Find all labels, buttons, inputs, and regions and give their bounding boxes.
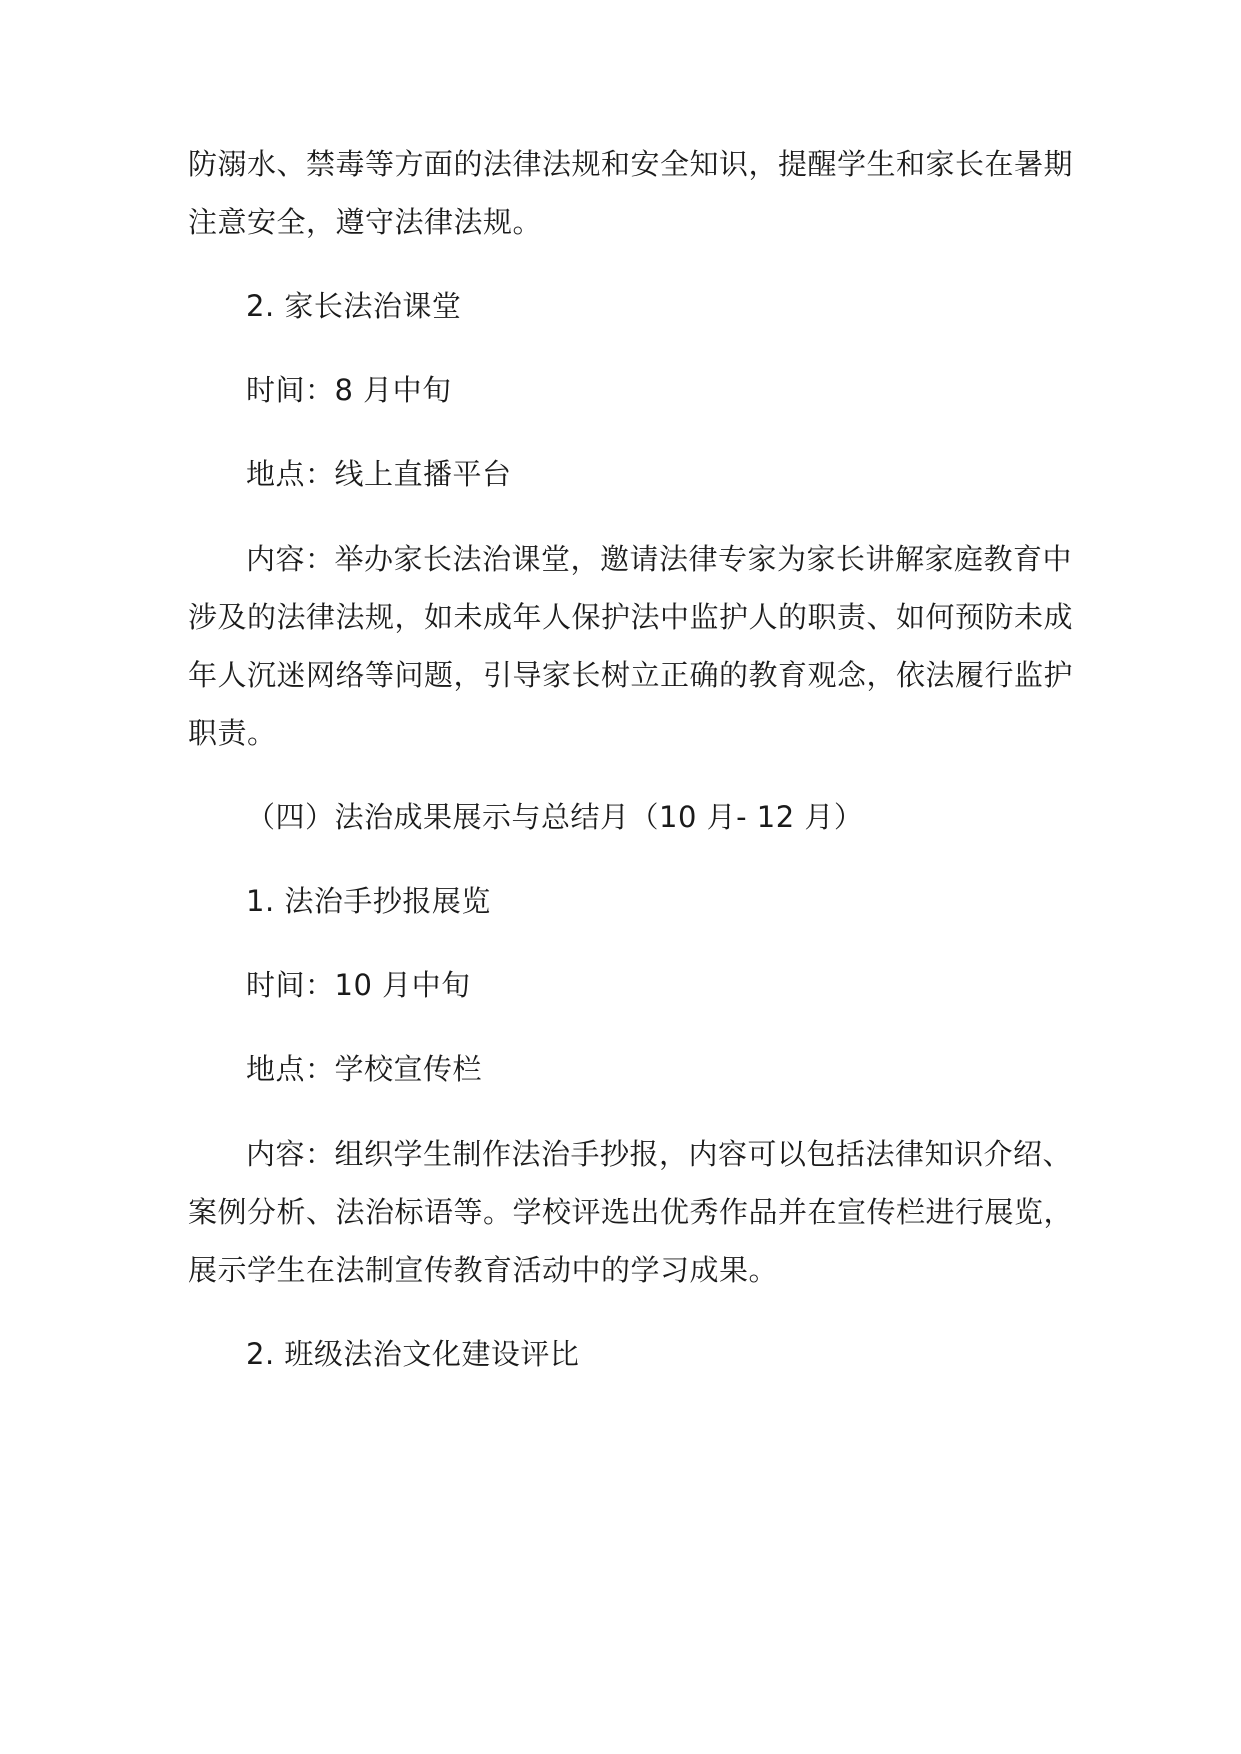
section-four-heading: （四）法治成果展示与总结月（10 月- 12 月） xyxy=(246,800,864,834)
item-title-poster: 1. 法治手抄报展览 xyxy=(246,884,491,918)
item-content-parent-class-line-3: 年人沉迷网络等问题，引导家长树立正确的教育观念，依法履行监护 xyxy=(188,658,1074,692)
item-content-parent-class-line-2: 涉及的法律法规，如未成年人保护法中监护人的职责、如何预防未成 xyxy=(188,600,1074,634)
paragraph-continued-line-1: 防溺水、禁毒等方面的法律法规和安全知识，提醒学生和家长在暑期 xyxy=(188,147,1074,181)
paragraph-continued-line-2: 注意安全，遵守法律法规。 xyxy=(188,205,543,239)
item-title-class-culture: 2. 班级法治文化建设评比 xyxy=(246,1337,580,1371)
item-title-parent-class: 2. 家长法治课堂 xyxy=(246,289,462,323)
item-content-parent-class-line-4: 职责。 xyxy=(188,716,277,750)
item-content-parent-class-line-1: 内容：举办家长法治课堂，邀请法律专家为家长讲解家庭教育中 xyxy=(246,542,1073,576)
item-place-poster: 地点：学校宣传栏 xyxy=(246,1052,483,1086)
item-content-poster-line-1: 内容：组织学生制作法治手抄报，内容可以包括法律知识介绍、 xyxy=(246,1137,1073,1171)
item-place-parent-class: 地点：线上直播平台 xyxy=(246,457,512,491)
item-time-parent-class: 时间：8 月中旬 xyxy=(246,373,452,407)
item-content-poster-line-3: 展示学生在法制宣传教育活动中的学习成果。 xyxy=(188,1253,779,1287)
item-time-poster: 时间：10 月中旬 xyxy=(246,968,471,1002)
item-content-poster-line-2: 案例分析、法治标语等。学校评选出优秀作品并在宣传栏进行展览， xyxy=(188,1195,1074,1229)
